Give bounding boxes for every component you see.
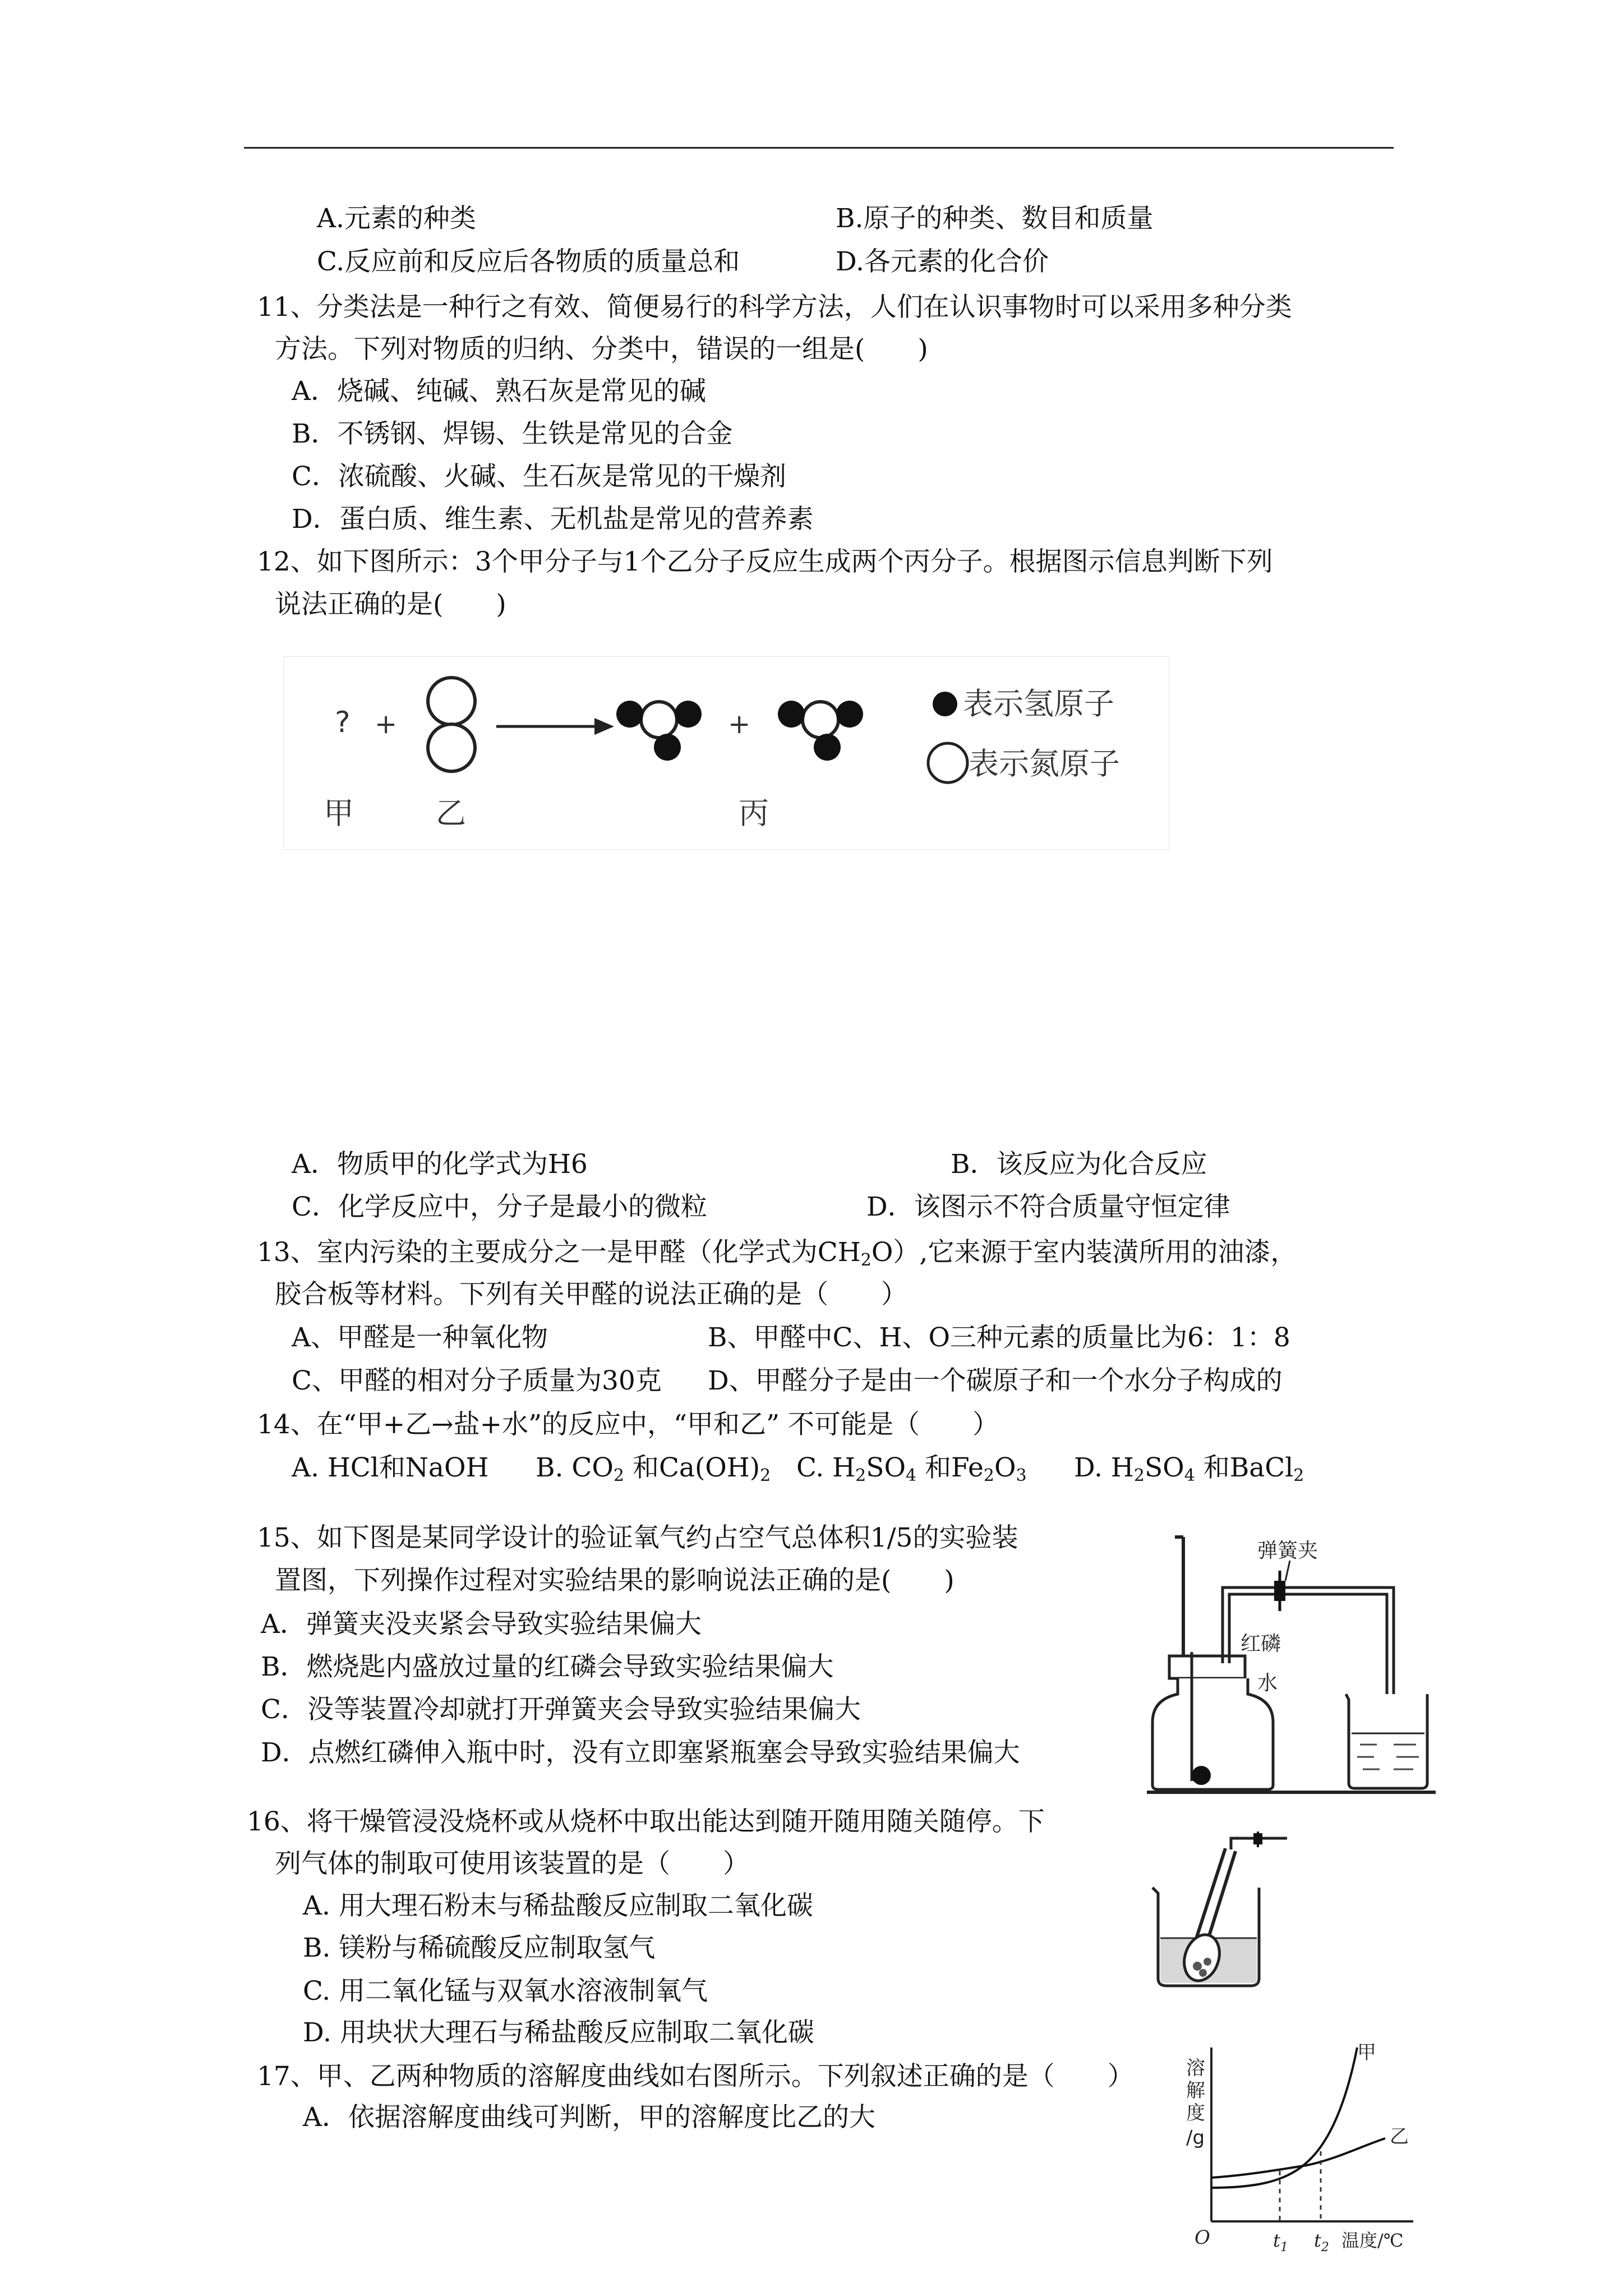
q13-stem-line2: 胶合板等材料。下列有关甲醛的说法正确的是（ ） [275, 1279, 907, 1310]
q16-stem-line2: 列气体的制取可使用该装置的是（ ） [275, 1848, 749, 1879]
origin-label: O [1195, 2226, 1210, 2249]
q11-option-a: A．烧碱、纯碱、熟石灰是常见的碱 [292, 376, 706, 407]
label-bing: 丙 [739, 795, 769, 831]
q16-option-a: A. 用大理石粉末与稀盐酸反应制取二氧化碳 [303, 1890, 813, 1921]
q14-option-d: D. $H_2SO_4$ 和BaCl$_2$ [1074, 1452, 1304, 1485]
q15-apparatus-figure [1138, 1526, 1441, 1806]
q11-stem-line2: 方法。下列对物质的归纳、分类中，错误的一组是( ) [275, 334, 928, 365]
phosphorus-icon [1192, 1766, 1211, 1785]
curve-jia [1211, 2047, 1357, 2188]
water-beaker [1346, 1694, 1427, 1788]
q13-option-d: D、甲醛分子是由一个碳原子和一个水分子构成的 [708, 1365, 1283, 1396]
q15-option-b: B．燃烧匙内盛放过量的红磷会导致实验结果偏大 [261, 1651, 834, 1682]
q10-option-a: A.元素的种类 [317, 203, 476, 234]
q12-reaction-figure [283, 656, 1169, 850]
header-rule [244, 147, 1394, 149]
q15-stem-line2: 置图，下列操作过程对实验结果的影响说法正确的是( ) [275, 1565, 955, 1596]
q10-option-d: D.各元素的化合价 [836, 246, 1049, 277]
label-yi: 乙 [436, 795, 466, 831]
ylabel-1: 溶 [1186, 2057, 1205, 2079]
q12-question-mark: ? [335, 706, 351, 739]
hydrogen-legend-icon [933, 692, 957, 716]
q12-stem-line2: 说法正确的是( ) [275, 589, 506, 620]
curve-yi [1211, 2138, 1385, 2178]
tick-t2: $t_2$ [1314, 2230, 1329, 2254]
q16-option-d: D. 用块状大理石与稀盐酸反应制取二氧化碳 [303, 2017, 814, 2048]
q17-option-a: A．依据溶解度曲线可判断，甲的溶解度比乙的大 [303, 2102, 875, 2133]
label-curve-yi: 乙 [1390, 2125, 1409, 2148]
q11-option-c: C．浓硫酸、火碱、生石灰是常见的干燥剂 [292, 461, 786, 492]
ylabel-4: /g [1186, 2127, 1205, 2149]
q10-option-c: C.反应前和反应后各物质的质量总和 [317, 246, 740, 277]
ylabel-3: 度 [1186, 2102, 1205, 2124]
q12-option-a: A．物质甲的化学式为H6 [292, 1149, 588, 1180]
q15-option-a: A．弹簧夹没夹紧会导致实验结果偏大 [261, 1609, 702, 1640]
q13-option-b: B、甲醛中C、H、O三种元素的质量比为6：1：8 [708, 1322, 1290, 1353]
q17-solubility-chart [1178, 2036, 1424, 2277]
q14-option-c: C. $H_2SO_4$ 和$Fe_2O_3$ [796, 1452, 1027, 1485]
q12-stem-line1: 12、如下图所示：3个甲分子与1个乙分子反应生成两个丙分子。根据图示信息判断下列 [257, 546, 1273, 577]
q15-stem-line1: 15、如下图是某同学设计的验证氧气约占空气总体积1/5的实验装 [257, 1522, 1018, 1553]
legend-hydrogen: 表示氢原子 [963, 686, 1114, 721]
q13-stem-line1: 13、室内污染的主要成分之一是甲醛（化学式为$CH_2O$）,它来源于室内装潢所用的油漆， [257, 1237, 1297, 1270]
label-red-phosphorus: 红磷 [1241, 1632, 1281, 1655]
q16-option-b: B. 镁粉与稀硫酸反应制取氢气 [303, 1932, 656, 1963]
xlabel: 温度/℃ [1341, 2230, 1404, 2251]
label-water: 水 [1257, 1672, 1278, 1695]
q10-option-b: B.原子的种类、数目和质量 [836, 203, 1154, 234]
q12-plus-1: + [375, 708, 398, 740]
tick-t1: $t_1$ [1273, 2230, 1288, 2254]
q12-plus-2: + [728, 708, 751, 740]
q13-option-c: C、甲醛的相对分子质量为30克 [292, 1365, 662, 1396]
q12-option-d: D．该图示不符合质量守恒定律 [866, 1191, 1230, 1222]
q14-stem: 14、在“甲+乙→盐+水”的反应中，“甲和乙” 不可能是（ ） [257, 1409, 999, 1440]
ylabel-2: 解 [1186, 2079, 1205, 2102]
nitrogen-legend-icon [928, 743, 967, 783]
q12-option-c: C．化学反应中，分子是最小的微粒 [292, 1191, 707, 1222]
q16-stem-line1: 16、将干燥管浸没烧杯或从烧杯中取出能达到随开随用随关随停。下 [247, 1806, 1045, 1837]
q11-stem-line1: 11、分类法是一种行之有效、简便易行的科学方法，人们在认识事物时可以采用多种分类 [257, 292, 1292, 323]
q13-option-a: A、甲醛是一种氧化物 [292, 1322, 548, 1353]
q16-drying-tube-figure [1141, 1832, 1310, 1994]
label-spring-clip: 弹簧夹 [1257, 1539, 1318, 1562]
q12-option-b: B．该反应为化合反应 [951, 1149, 1207, 1180]
legend-nitrogen: 表示氮原子 [969, 746, 1120, 781]
label-curve-jia: 甲 [1357, 2041, 1376, 2064]
q11-option-d: D．蛋白质、维生素、无机盐是常见的营养素 [292, 504, 814, 535]
q14-option-a: A. HCl和NaOH [292, 1452, 489, 1483]
q14-option-b: B. $CO_2$ 和$Ca(OH)_2$ [536, 1452, 771, 1485]
spring-clip-icon [1274, 1571, 1285, 1611]
q11-option-b: B．不锈钢、焊锡、生铁是常见的合金 [292, 418, 733, 449]
label-jia: 甲 [324, 795, 354, 831]
gas-bottle [1152, 1656, 1273, 1789]
q16-option-c: C. 用二氧化锰与双氧水溶液制氧气 [303, 1976, 708, 2007]
q15-option-c: C．没等装置冷却就打开弹簧夹会导致实验结果偏大 [261, 1694, 861, 1725]
q15-option-d: D．点燃红磷伸入瓶中时，没有立即塞紧瓶塞会导致实验结果偏大 [261, 1737, 1020, 1768]
q17-stem: 17、甲、乙两种物质的溶解度曲线如右图所示。下列叙述正确的是（ ） [257, 2061, 1134, 2092]
